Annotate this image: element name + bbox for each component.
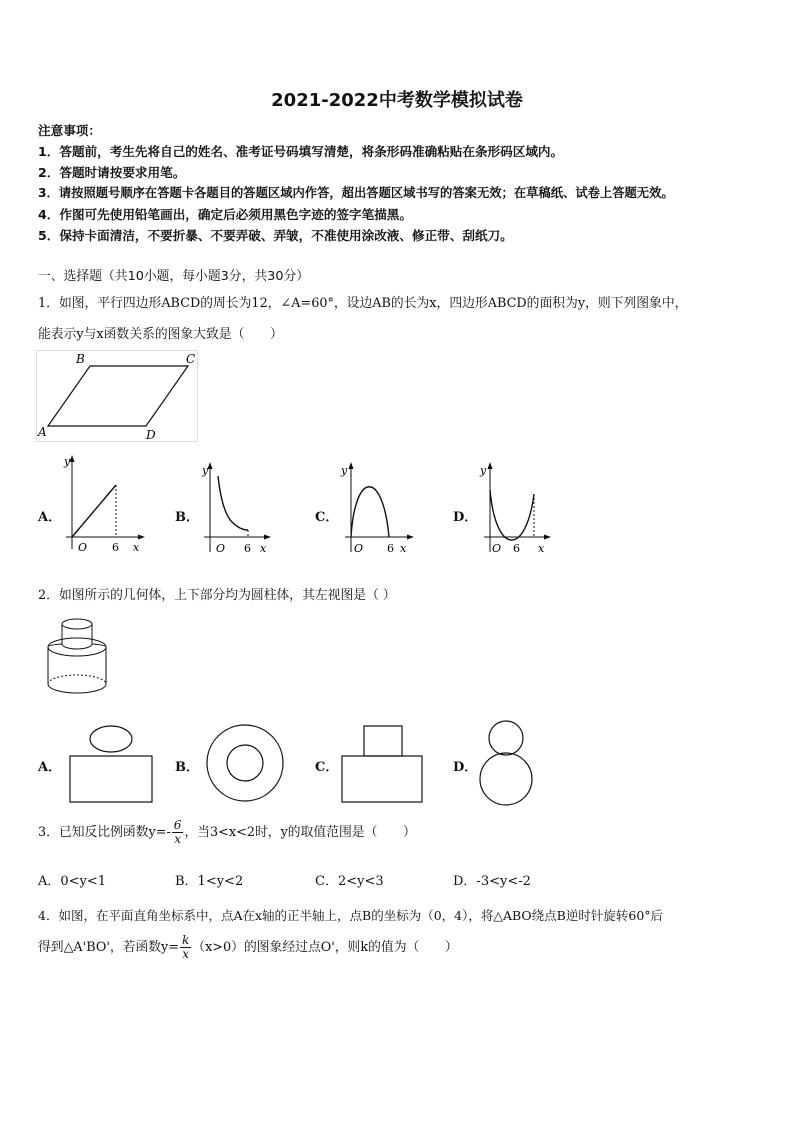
q3-stem <box>38 818 416 848</box>
vertex-a-label: A <box>38 425 47 439</box>
q1-stem-line1: 1．如图，平行四边形ABCD的周长为12，∠A=60°，设边AB的长为x，四边形ABCD的面积为y，则下列图象中， <box>38 296 688 311</box>
q3-stem-post: ，当3<x<2时，y的取值范围是（ ） <box>184 825 416 840</box>
q1-option-c-label: C． <box>315 510 339 525</box>
q3-fraction-denominator: x <box>174 832 181 846</box>
q2-option-c-label: C． <box>315 760 339 775</box>
q4-stem-post: （x>0）的图象经过点O'，则k的值为（ ） <box>192 940 458 955</box>
graph-d-y-label: y <box>480 464 487 477</box>
graph-c-x-label: x <box>400 542 407 555</box>
notice-item-3: 3．请按照题号顺序在答题卡各题目的答题区域内作答，超出答题区域书写的答案无效；在草稿纸、试卷上答题无效。 <box>38 186 674 200</box>
graph-c <box>337 460 415 560</box>
parallelogram-figure <box>36 350 198 442</box>
graph-c-origin: O <box>354 542 364 555</box>
q3-option-d: D．-3<y<-2 <box>453 874 531 889</box>
q4-stem-line1: 4．如图，在平面直角坐标系中，点A在x轴的正半轴上，点B的坐标为（0，4），将△ABO绕点B逆时针旋转60°后 <box>38 908 664 923</box>
figure-frame <box>37 351 198 442</box>
notice-item-5: 5．保持卡面清洁，不要折暴、不要弄破、弄皱，不准使用涂改液、修正带、刮纸刀。 <box>38 228 513 243</box>
q2-view-b <box>204 722 286 804</box>
q1-option-d-label: D． <box>453 510 478 525</box>
graph-d-six: 6 <box>513 542 520 555</box>
vertex-c-label: C <box>186 352 196 366</box>
graph-a-six: 6 <box>112 541 119 554</box>
q2-view-d <box>476 718 538 808</box>
q1-option-a-label: A． <box>38 510 62 525</box>
notice-heading: 注意事项： <box>38 123 101 138</box>
q2-option-b-label: B． <box>175 760 199 775</box>
page-title: 2021-2022中考数学模拟试卷 <box>271 90 523 111</box>
graph-c-six: 6 <box>387 542 394 555</box>
q3-stem-pre: 3．已知反比例函数y=- <box>38 825 171 840</box>
q4-stem-pre: 得到△A'BO'，若函数y= <box>38 940 179 955</box>
graph-b-six: 6 <box>244 542 251 555</box>
q2-stem: 2．如图所示的几何体，上下部分均为圆柱体，其左视图是（ ） <box>38 588 396 603</box>
notice-item-2: 2．答题时请按要求用笔。 <box>38 165 186 180</box>
q4-stem-line2 <box>38 932 458 964</box>
graph-a <box>62 453 146 559</box>
notice-item-4: 4．作图可先使用铅笔画出，确定后必须用黑色字迹的签字笔描黑。 <box>38 207 412 222</box>
q2-view-a <box>68 724 156 806</box>
graph-a-y-label: y <box>64 455 71 468</box>
graph-d-x-label: x <box>538 542 545 555</box>
section-heading: 一、选择题（共10小题，每小题3分，共30分） <box>38 269 310 284</box>
parallelogram-shape <box>48 366 188 426</box>
q1-option-b-label: B． <box>175 510 199 525</box>
q3-fraction-numerator: 6 <box>173 818 182 832</box>
graph-b-origin: O <box>216 542 226 555</box>
graph-b-y-label: y <box>202 464 209 477</box>
vertex-b-label: B <box>76 352 85 366</box>
q3-option-a: A．0<y<1 <box>38 874 107 889</box>
graph-a-origin: O <box>78 541 88 554</box>
notice-item-1: 1．答题前，考生先将自己的姓名、准考证号码填写清楚，将条形码准确粘贴在条形码区域内。 <box>38 144 564 159</box>
graph-c-y-label: y <box>341 464 348 477</box>
q2-option-a-label: A． <box>38 760 62 775</box>
q4-fraction <box>180 934 191 961</box>
cylinder-solid-figure <box>44 614 112 696</box>
q3-option-c: C．2<y<3 <box>315 874 384 889</box>
vertex-d-label: D <box>146 428 156 442</box>
q1-stem-line2: 能表示y与x函数关系的图象大致是（ ） <box>38 327 283 342</box>
graph-a-x-label: x <box>133 541 140 554</box>
graph-d-origin: O <box>492 542 502 555</box>
graph-d <box>476 460 554 560</box>
q3-option-b: B．1<y<2 <box>175 874 244 889</box>
graph-b-x-label: x <box>260 542 267 555</box>
q4-fraction-denominator: x <box>182 947 190 961</box>
graph-b <box>196 460 272 560</box>
q3-fraction <box>172 819 184 846</box>
q2-view-c <box>338 724 428 806</box>
q2-option-d-label: D． <box>453 760 478 775</box>
q4-fraction-numerator: k <box>182 933 190 947</box>
